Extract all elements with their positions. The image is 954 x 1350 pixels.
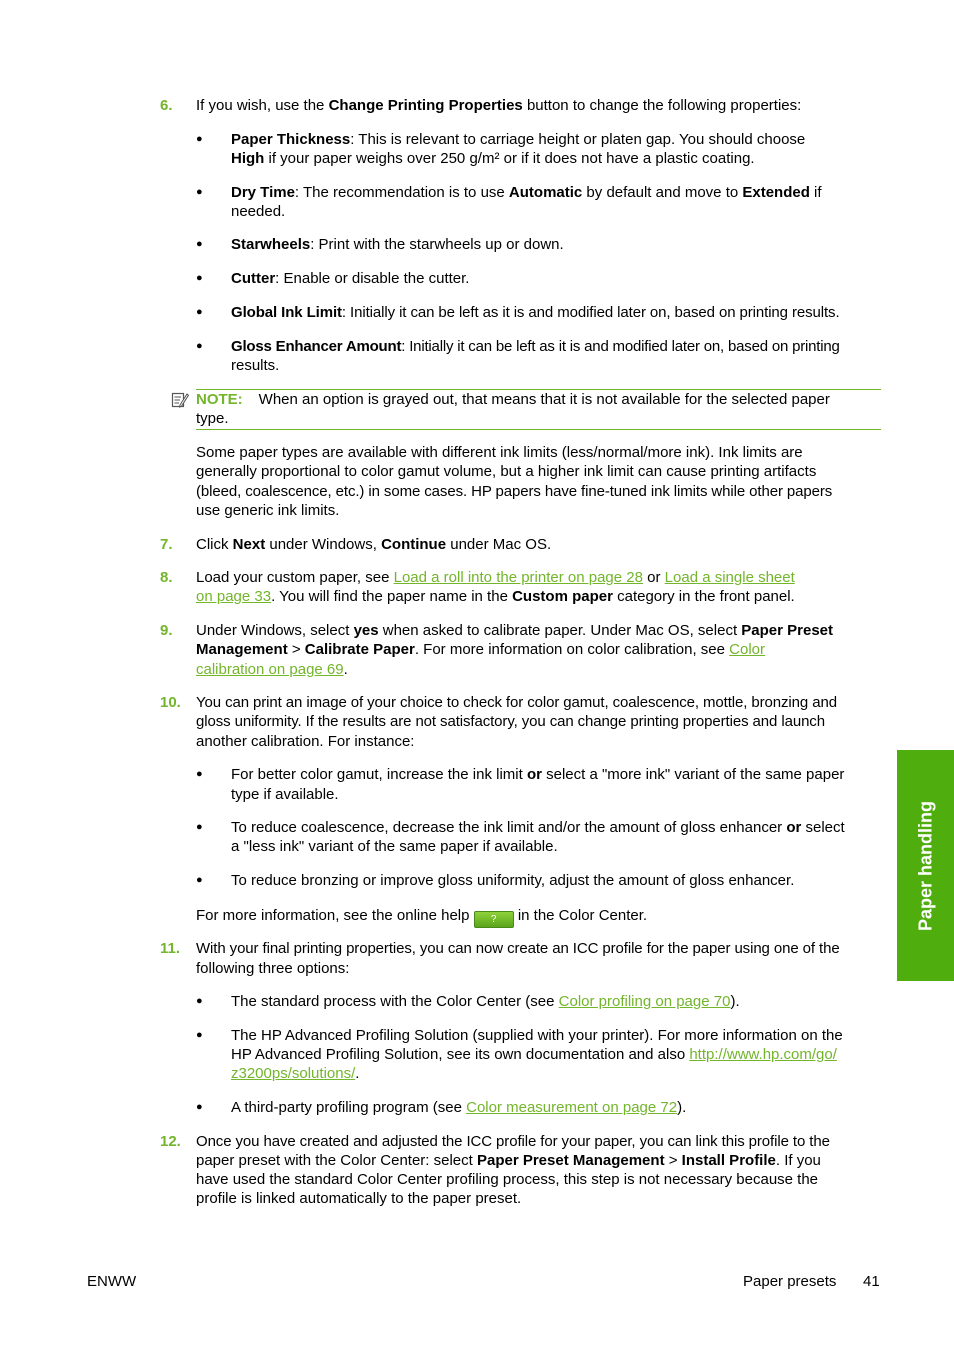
bullet: ● [196, 186, 203, 198]
hp-solutions-link-cont[interactable]: z3200ps/solutions/ [231, 1065, 356, 1082]
bullet: ● [196, 1101, 203, 1113]
bullet: ● [196, 133, 203, 145]
step-text: Click Next under Windows, Continue under Mac OS. [196, 536, 552, 553]
step-number: 7. [160, 536, 173, 553]
paragraph-line: generally proportional to color gamut volume, but a higher ink limit can cause printing artifacts [196, 463, 817, 480]
bullet: ● [196, 306, 203, 318]
step-text: Under Windows, select yes when asked to calibrate paper. Under Mac OS, select Paper Preset [196, 622, 834, 639]
bullet-text: To reduce bronzing or improve gloss uniformity, adjust the amount of gloss enhancer. [231, 872, 795, 889]
bullet: ● [196, 768, 203, 780]
step-text: profile is linked automatically to the paper preset. [196, 1190, 522, 1207]
bullet: ● [196, 995, 203, 1007]
bullet-text: For better color gamut, increase the ink limit or select a "more ink" variant of the same paper [231, 766, 845, 783]
paragraph-line: use generic ink limits. [196, 502, 340, 519]
bullet: ● [196, 1029, 203, 1041]
bullet: ● [196, 874, 203, 886]
step-number: 6. [160, 97, 173, 114]
step-number: 9. [160, 622, 173, 639]
bullet-text: High if your paper weighs over 250 g/m² or if it does not have a plastic coating. [231, 150, 755, 167]
bullet-text: To reduce coalescence, decrease the ink limit and/or the amount of gloss enhancer or select [231, 819, 845, 836]
step-text: Load your custom paper, see Load a roll into the printer on page 28 or Load a single sheet [196, 569, 795, 586]
step-text: If you wish, use the Change Printing Properties button to change the following properties: [196, 97, 802, 114]
color-measurement-link[interactable]: Color measurement on page 72 [466, 1099, 678, 1116]
step-number: 8. [160, 569, 173, 586]
chapter-tab-label: Paper handling [915, 800, 935, 931]
bullet-text: z3200ps/solutions/. [231, 1065, 360, 1082]
bullet-text: Dry Time: The recommendation is to use Automatic by default and move to Extended if [231, 184, 822, 201]
bullet: ● [196, 340, 203, 352]
bullet-text: Global Ink Limit: Initially it can be left as it is and modified later on, based on printing results. [231, 304, 840, 321]
paragraph-line: Some paper types are available with different ink limits (less/normal/more ink). Ink limits are [196, 444, 803, 461]
load-sheet-link[interactable]: Load a single sheet [664, 569, 795, 586]
step-text: another calibration. For instance: [196, 733, 415, 750]
bullet-text: The HP Advanced Profiling Solution (supplied with your printer). For more information on the [231, 1027, 843, 1044]
step-text: gloss uniformity. If the results are not satisfactory, you can change printing properties and launch [196, 713, 825, 730]
bullet-text: a "less ink" variant of the same paper if available. [231, 838, 558, 855]
bullet: ● [196, 272, 203, 284]
note-label: NOTE: [196, 391, 243, 408]
step-number: 12. [160, 1133, 181, 1150]
step-number: 10. [160, 694, 181, 711]
note-text: NOTE: When an option is grayed out, that means that it is not available for the selected paper [196, 391, 830, 408]
chapter-tab [897, 750, 954, 981]
footer-left: ENWW [87, 1273, 137, 1290]
bullet-text: Paper Thickness: This is relevant to carriage height or platen gap. You should choose [231, 131, 806, 148]
bullet-text: needed. [231, 203, 286, 220]
step-text: on page 33. You will find the paper name in the Custom paper category in the front panel. [196, 588, 795, 605]
color-calibration-link-cont[interactable]: calibration on page 69 [196, 661, 344, 678]
note-icon [171, 391, 189, 409]
page-number: 41 [863, 1273, 880, 1290]
step-text: paper preset with the Color Center: select Paper Preset Management > Install Profile. If you [196, 1152, 821, 1169]
bullet: ● [196, 238, 203, 250]
step-text: You can print an image of your choice to check for color gamut, coalescence, mottle, bronzing and [196, 694, 837, 711]
load-sheet-link-cont[interactable]: on page 33 [196, 588, 272, 605]
online-help-button[interactable]: ? [474, 911, 514, 928]
step-text: calibration on page 69. [196, 661, 348, 678]
step-number: 11. [160, 940, 181, 957]
bullet-text: The standard process with the Color Center (see Color profiling on page 70). [231, 993, 740, 1010]
note-bottom-rule [196, 429, 881, 430]
hp-solutions-link[interactable]: http://www.hp.com/go/ [689, 1046, 837, 1063]
load-roll-link[interactable]: Load a roll into the printer on page 28 [393, 569, 643, 586]
bullet-text: type if available. [231, 786, 339, 803]
step-text: have used the standard Color Center profiling process, this step is not necessary because the [196, 1171, 819, 1188]
bullet-text: results. [231, 357, 280, 374]
bullet-text: Starwheels: Print with the starwheels up or down. [231, 236, 564, 253]
note-text: type. [196, 410, 229, 427]
step-text: Management > Calibrate Paper. For more information on color calibration, see Color [196, 641, 766, 658]
color-profiling-link[interactable]: Color profiling on page 70 [558, 993, 731, 1010]
bullet: ● [196, 821, 203, 833]
bullet-text: HP Advanced Profiling Solution, see its own documentation and also http://www.hp.com/go/ [231, 1046, 837, 1063]
color-calibration-link[interactable]: Color [729, 641, 766, 658]
bullet-text: Cutter: Enable or disable the cutter. [231, 270, 470, 287]
help-text: For more information, see the online help ? in the Color Center. [196, 906, 647, 928]
footer-section: Paper presets [743, 1273, 837, 1290]
step-text: Once you have created and adjusted the ICC profile for your paper, you can link this profile to the [196, 1133, 830, 1150]
step-text: following three options: [196, 960, 350, 977]
step-text: With your final printing properties, you can now create an ICC profile for the paper using one of the [196, 940, 840, 957]
paragraph-line: (bleed, coalescence, etc.) in some cases. HP papers have fine-tuned ink limits while other papers [196, 483, 833, 500]
bullet-text: Gloss Enhancer Amount: Initially it can be left as it is and modified later on, based on printing [231, 338, 840, 355]
bullet-text: A third-party profiling program (see Color measurement on page 72). [231, 1099, 687, 1116]
